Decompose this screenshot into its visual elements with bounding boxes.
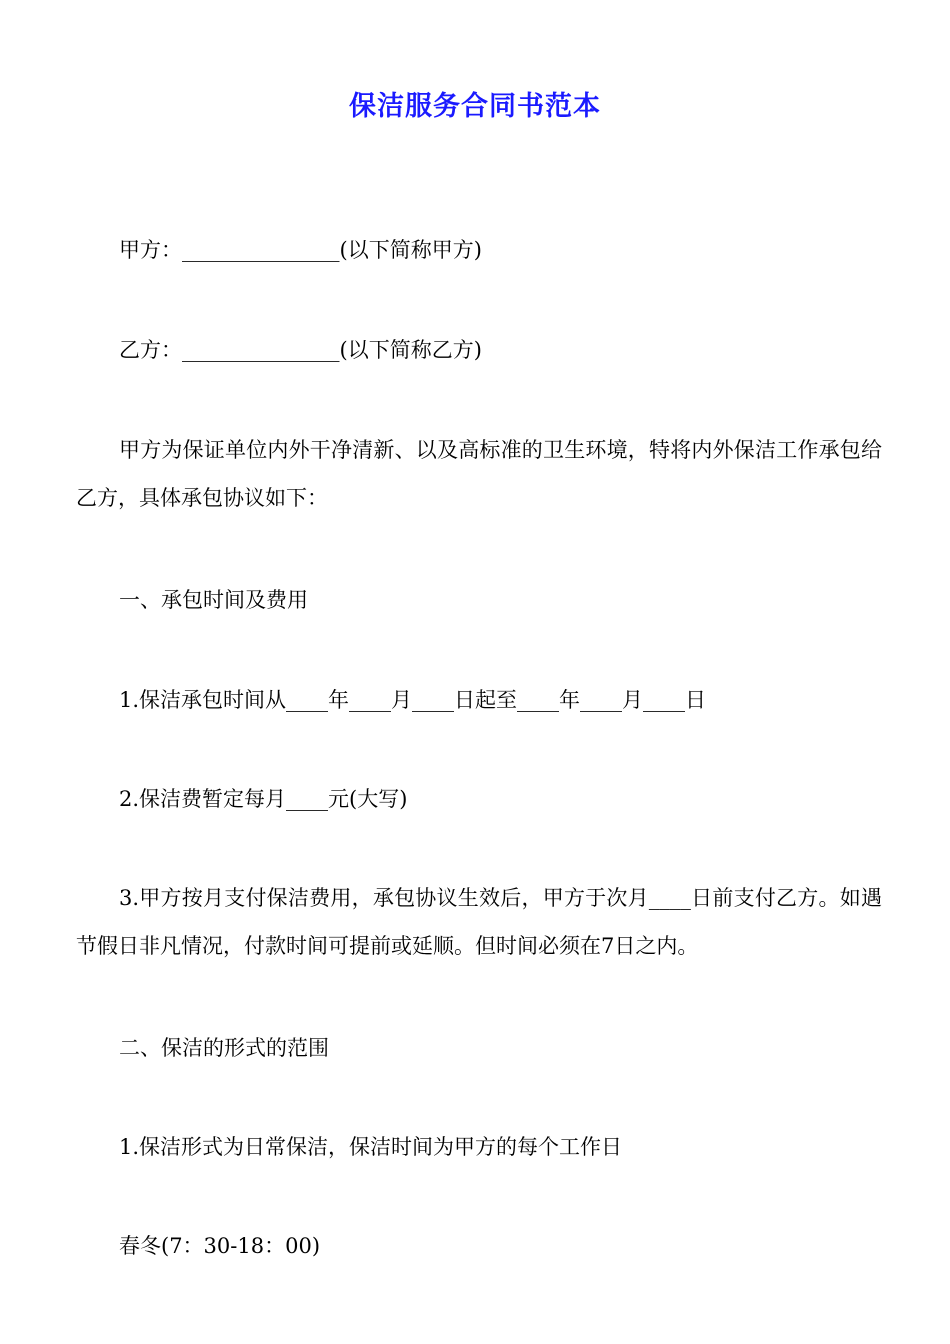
intro-paragraph: 甲方为保证单位内外干净清新、以及高标准的卫生环境，特将内外保洁工作承包给乙方，具体承包协议如下： [76,438,882,510]
spring-winter-hours: 春冬(7：30-18：00) [119,1234,321,1258]
party-a-line: 甲方：_______________(以下简称甲方) [119,238,482,262]
clause-1-2: 2.保洁费暂定每月____元(大写) [119,787,408,811]
clause-1-3: 3.甲方按月支付保洁费用，承包协议生效后，甲方于次月____日前支付乙方。如遇节假日非凡情况，付款时间可提前或延顺。但时间必须在7日之内。 [76,886,882,958]
section-2-heading: 二、保洁的形式的范围 [119,1036,329,1060]
clause-1-1: 1.保洁承包时间从____年____月____日起至____年____月____日 [119,688,707,712]
party-b-line: 乙方：_______________(以下简称乙方) [119,338,482,362]
section-1-heading: 一、承包时间及费用 [119,588,308,612]
clause-2-1: 1.保洁形式为日常保洁，保洁时间为甲方的每个工作日 [119,1135,623,1159]
document-title: 保洁服务合同书范本 [349,91,601,122]
